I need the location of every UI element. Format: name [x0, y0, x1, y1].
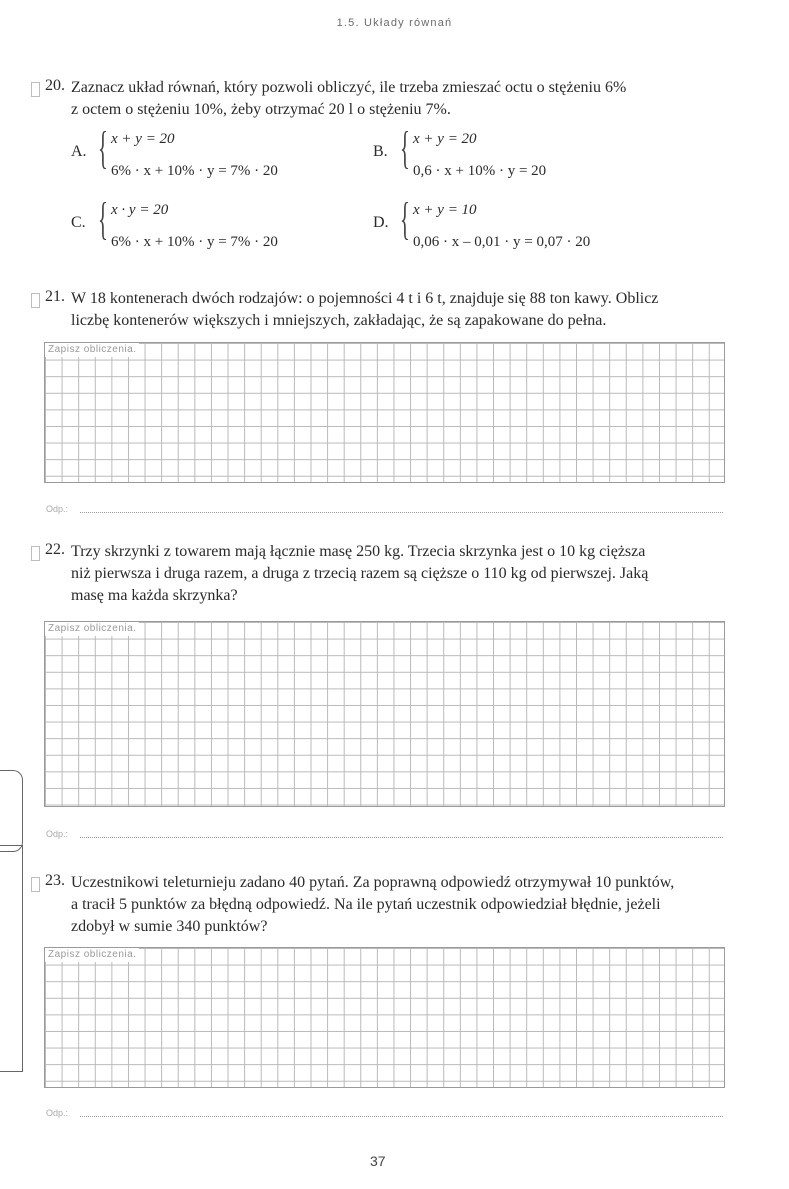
task23-number: 23. — [45, 872, 65, 889]
option-d-letter[interactable]: D. — [373, 214, 389, 231]
task21-calc-grid[interactable] — [44, 342, 725, 483]
option-a-letter[interactable]: A. — [71, 143, 87, 160]
section-header: 1.5. Układy równań — [336, 17, 453, 29]
page-number: 37 — [370, 1153, 386, 1169]
task21-checkbox[interactable] — [31, 293, 40, 308]
option-b-eq2: 0,6 · x + 10% · y = 20 — [413, 163, 547, 179]
task22-text-line2: niż pierwsza i druga razem, a druga z trzecią razem są cięższe o 110 kg od pierwszej. Jaką — [71, 565, 649, 582]
option-c-brace: { — [98, 193, 108, 244]
task22-answer-line[interactable] — [80, 836, 723, 838]
task22-text-line1: Trzy skrzynki z towarem mają łącznie masę 250 kg. Trzecia skrzynka jest o 10 kg cięższa — [71, 543, 646, 560]
task21-number: 21. — [45, 288, 65, 305]
task23-text-line2: a tracił 5 punktów za błędną odpowiedź. Na ile pytań uczestnik odpowiedział błędnie, jeżeli — [71, 896, 661, 913]
option-c-eq2: 6% · x + 10% · y = 7% · 20 — [111, 234, 278, 250]
option-d-eq2: 0,06 · x – 0,01 · y = 0,07 · 20 — [413, 234, 591, 250]
option-b-letter[interactable]: B. — [373, 143, 388, 160]
task23-checkbox[interactable] — [31, 877, 40, 892]
option-c-letter[interactable]: C. — [71, 214, 86, 231]
task20-number: 20. — [45, 77, 65, 94]
task23-text-line3: zdobył w sumie 340 punktów? — [71, 918, 268, 935]
task23-calc-grid[interactable] — [44, 947, 725, 1088]
margin-illustration — [0, 770, 23, 852]
task22-number: 22. — [45, 541, 65, 558]
task21-text-line1: W 18 kontenerach dwóch rodzajów: o pojemności 4 t i 6 t, znajduje się 88 ton kawy. Oblicz — [71, 290, 659, 307]
task22-checkbox[interactable] — [31, 546, 40, 561]
option-a-brace: { — [98, 122, 108, 173]
option-c-eq1: x · y = 20 — [111, 202, 169, 218]
task20-checkbox[interactable] — [31, 82, 40, 97]
task21-answer-line[interactable] — [80, 511, 723, 513]
task21-answer-label: Odp.: — [46, 504, 69, 514]
task20-text-line1: Zaznacz układ równań, który pozwoli obliczyć, ile trzeba zmieszać octu o stężeniu 6% — [71, 79, 627, 96]
task23-answer-label: Odp.: — [46, 1108, 69, 1118]
task21-text-line2: liczbę kontenerów większych i mniejszych, zakładając, że są zapakowane do pełna. — [71, 312, 607, 329]
task23-text-line1: Uczestnikowi teleturnieju zadano 40 pytań. Za poprawną odpowiedź otrzymywał 10 punktów, — [71, 874, 675, 891]
option-a-eq2: 6% · x + 10% · y = 7% · 20 — [111, 163, 278, 179]
option-b-eq1: x + y = 20 — [413, 131, 477, 147]
task22-grid-label: Zapisz obliczenia. — [45, 622, 139, 636]
task22-text-line3: masę ma każda skrzynka? — [71, 587, 238, 604]
margin-illustration-2 — [0, 845, 23, 1072]
option-a-eq1: x + y = 20 — [111, 131, 175, 147]
option-b-brace: { — [400, 122, 410, 173]
option-d-eq1: x + y = 10 — [413, 202, 477, 218]
task20-text-line2: z octem o stężeniu 10%, żeby otrzymać 20 l o stężeniu 7%. — [71, 101, 451, 118]
task22-answer-label: Odp.: — [46, 829, 69, 839]
task21-grid-label: Zapisz obliczenia. — [45, 343, 139, 357]
option-d-brace: { — [400, 193, 410, 244]
task23-answer-line[interactable] — [80, 1115, 723, 1117]
task23-grid-label: Zapisz obliczenia. — [45, 948, 139, 962]
task22-calc-grid[interactable] — [44, 621, 725, 807]
